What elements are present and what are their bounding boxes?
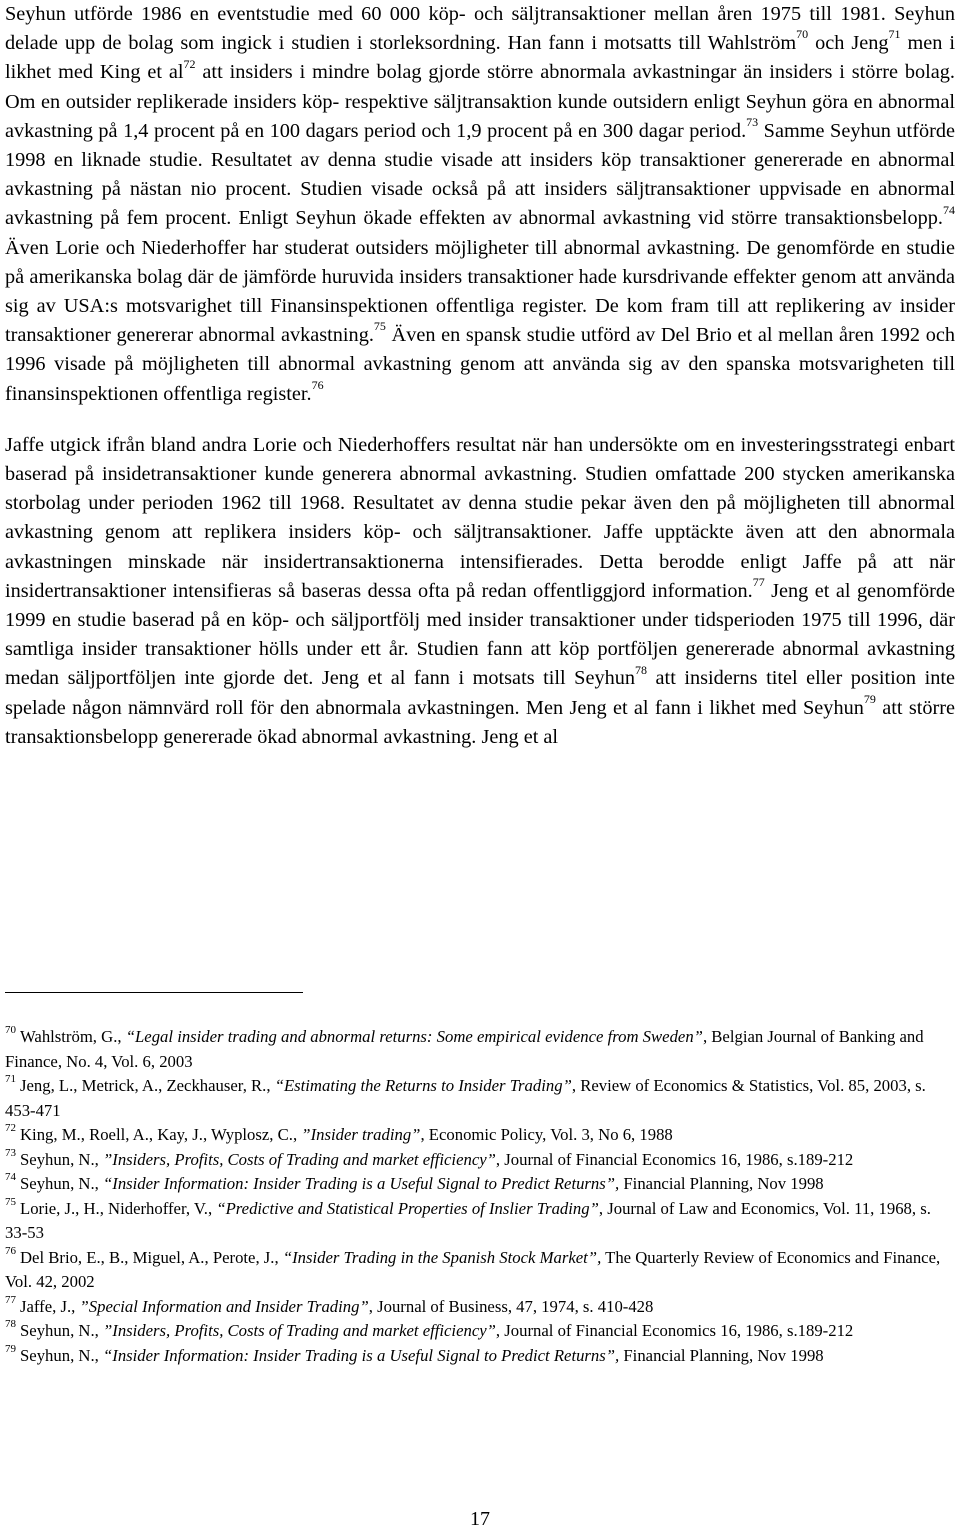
footnote-ref: 77 bbox=[752, 575, 765, 590]
footnote-item bbox=[5, 1123, 955, 1148]
footnote-title: “Insider Information: Insider Trading is a Useful Signal to Predict Returns”, bbox=[102, 1174, 620, 1193]
footnote-item bbox=[5, 1295, 955, 1320]
footnote-item bbox=[5, 1148, 955, 1173]
footnote-ref: 71 bbox=[888, 27, 901, 42]
footnote-source: , Journal of Financial Economics 16, 1986, s.189-212 bbox=[495, 1149, 854, 1169]
footnote-number: 79 bbox=[5, 1342, 16, 1355]
footnote-title: “Estimating the Returns to Insider Trading” bbox=[274, 1076, 572, 1095]
footnote-ref: 79 bbox=[863, 691, 876, 706]
footnote-title: ”Insiders, Profits, Costs of Trading and market efficiency” bbox=[102, 1149, 496, 1169]
text-run: Jaffe utgick ifrån bland andra Lorie och Niederhoffers resultat när han undersökte om en investeringsstrategi enbart baserad på insidetransaktioner kunde generera abnormal avkastning. Studien omfattade 200 stycken amerikanska storbolag under perioden 1962 till 1968. Resultatet av denna studie pekar även den på möjligheten till abnormal avkastning genom att replikera insiders köp- och säljtransaktioner. Jaffe upptäckte även att den abnormala avkastningen minskade när insidertransaktionerna intensifierades. Detta berodde enligt Jaffe på att när insidertransaktioner intensifieras så baseras dessa ofta på redan offentliggjord information. bbox=[5, 433, 955, 602]
footnote-number: 75 bbox=[5, 1195, 16, 1208]
text-run: men i likhet med King et al bbox=[5, 32, 955, 84]
footnote-authors: Lorie, J., H., Niderhoffer, V., bbox=[20, 1198, 217, 1218]
footnote-item bbox=[5, 1319, 955, 1344]
text-run: och Jeng bbox=[808, 32, 889, 55]
footnote-item bbox=[5, 1197, 955, 1246]
footnote-number: 77 bbox=[5, 1293, 16, 1306]
page-number: 17 bbox=[470, 1508, 490, 1530]
footnote-ref: 70 bbox=[796, 27, 809, 42]
footnote-ref: 78 bbox=[635, 662, 648, 677]
footnote-title: ”Special Information and Insider Trading” bbox=[79, 1296, 369, 1316]
footnote-number: 73 bbox=[5, 1146, 16, 1159]
footnote-title: “Predictive and Statistical Properties of Inslier Trading” bbox=[216, 1198, 599, 1218]
footnote-title: “Legal insider trading and abnormal returns: Some empirical evidence from Sweden” bbox=[125, 1027, 703, 1046]
paragraph bbox=[5, 0, 955, 409]
paragraph bbox=[5, 431, 955, 752]
footnote-ref: 76 bbox=[311, 377, 324, 392]
footnote-authors: King, M., Roell, A., Kay, J., Wyplosz, C., bbox=[20, 1125, 302, 1144]
footnote-authors: Wahlström, G., bbox=[20, 1027, 126, 1046]
text-run: att insiderns titel eller position inte spelade någon nämnvärd roll för den abnormala avkastningen. Men Jeng et al fann i likhet med Seyhun bbox=[5, 667, 956, 719]
text-run: Även en spansk studie utförd av Del Brio et al mellan åren 1992 och 1996 visade på möjligheten till abnormal avkastning genom att använda sig av den spanska motsvarigheten till finansinspektionen offentliga register. bbox=[5, 324, 955, 405]
footnote-source: , Journal of Business, 47, 1974, s. 410-428 bbox=[368, 1296, 654, 1316]
footnote-authors: Seyhun, N., bbox=[20, 1345, 103, 1365]
footnote-title: “Insider Trading in the Spanish Stock Market”, bbox=[282, 1247, 602, 1267]
footnote-number: 71 bbox=[5, 1073, 16, 1086]
footnote-ref: 73 bbox=[746, 115, 759, 130]
footnote-ref: 74 bbox=[943, 202, 955, 217]
footnote-number: 74 bbox=[5, 1171, 16, 1184]
footnote-number: 72 bbox=[5, 1122, 16, 1135]
footnote-authors: Seyhun, N., bbox=[20, 1149, 103, 1169]
footnote-authors: Seyhun, N., bbox=[20, 1174, 103, 1193]
footnote-source: , Journal of Law and Economics, Vol. 11, 1968, s. 33-53 bbox=[5, 1198, 931, 1242]
footnote-item bbox=[5, 1172, 955, 1197]
footnote-authors: Del Brio, E., B., Miguel, A., Perote, J., bbox=[20, 1247, 283, 1267]
footnote-source: Financial Planning, Nov 1998 bbox=[619, 1345, 824, 1365]
footnote-item bbox=[5, 1025, 955, 1074]
footnote-title: “Insider Information: Insider Trading is a Useful Signal to Predict Returns”, bbox=[102, 1345, 620, 1365]
footnote-item bbox=[5, 1344, 955, 1369]
text-run: Även Lorie och Niederhoffer har studerat outsiders möjligheter till abnormal avkastning. De genomförde en studie på amerikanska bolag där de jämförde huruvida insiders transaktioner hade kursdrivande effekter genom att använda sig av USA:s motsvarighet till Finansinspektionen offentliga register. De kom fram till att replikering av insider transaktioner genererar abnormal avkastning. bbox=[5, 236, 955, 347]
footnote-title: ”Insiders, Profits, Costs of Trading and market efficiency” bbox=[102, 1321, 496, 1340]
footnote-title: ”Insider trading” bbox=[301, 1125, 421, 1144]
footnote-source: , Review of Economics & Statistics, Vol. 85, 2003, s. 453-471 bbox=[5, 1076, 926, 1120]
footnote-number: 76 bbox=[5, 1244, 16, 1257]
footnote-source: The Quarterly Review of Economics and Finance, Vol. 42, 2002 bbox=[5, 1247, 941, 1291]
footnote-source: Financial Planning, Nov 1998 bbox=[619, 1174, 824, 1193]
footnote-source: , Journal of Financial Economics 16, 1986, s.189-212 bbox=[495, 1321, 854, 1340]
text-run: Jeng et al genomförde 1999 en studie baserad på en köp- och säljportfölj med insider transaktioner under tidsperioden 1975 till 1996, där samtliga insider transaktioner hölls under ett år. Studien fann att köp portföljen genererade abnormal avkastning medan säljportföljen inte gjorde det. Jeng et al fann i motsats till Seyhun bbox=[5, 579, 955, 690]
footnote-item bbox=[5, 1074, 955, 1123]
footnote-ref: 72 bbox=[183, 56, 196, 71]
footnote-source: , Belgian Journal of Banking and Finance, No. 4, Vol. 6, 2003 bbox=[5, 1027, 924, 1071]
text-run: att större transaktionsbelopp genererade ökad abnormal avkastning. Jeng et al bbox=[5, 696, 955, 748]
footnote-authors: Jaffe, J., bbox=[20, 1296, 80, 1316]
footnote-number: 78 bbox=[5, 1318, 16, 1331]
footnote-item bbox=[5, 1246, 955, 1295]
footnote-authors: Seyhun, N., bbox=[20, 1321, 103, 1340]
footnote-number: 70 bbox=[5, 1024, 16, 1037]
text-run: Samme Seyhun utförde 1998 en liknade studie. Resultatet av denna studie visade att insiders köp transaktioner genererade en abnormal avkastning på nästan nio procent. Studien visade också på att insiders säljtransaktioner uppvisade en abnormal avkastning på fem procent. Enligt Seyhun ökade effekten av abnormal avkastning vid större transaktionsbelopp. bbox=[5, 119, 955, 230]
text-run: att insiders i mindre bolag gjorde större abnormala avkastningar än insiders i större bolag. Om en outsider replikerade insiders köp- respektive säljtransaktion kunde outsidern enligt Seyhun göra en abnormal avkastning på 1,4 procent på en 100 dagars period och 1,9 procent på en 300 dagar period. bbox=[5, 61, 955, 142]
footnote-ref: 75 bbox=[373, 319, 386, 334]
body-text bbox=[5, 0, 955, 752]
footnotes bbox=[5, 1025, 955, 1368]
footnote-separator bbox=[5, 992, 303, 993]
text-run: Seyhun utförde 1986 en eventstudie med 60 000 köp- och säljtransaktioner mellan åren 1975 till 1981. Seyhun delade upp de bolag som ingick i studien i storleksordning. Han fann i motsatts till Wahlström bbox=[5, 3, 955, 55]
footnote-source: , Economic Policy, Vol. 3, No 6, 1988 bbox=[420, 1125, 673, 1144]
footnote-authors: Jeng, L., Metrick, A., Zeckhauser, R., bbox=[20, 1076, 275, 1095]
